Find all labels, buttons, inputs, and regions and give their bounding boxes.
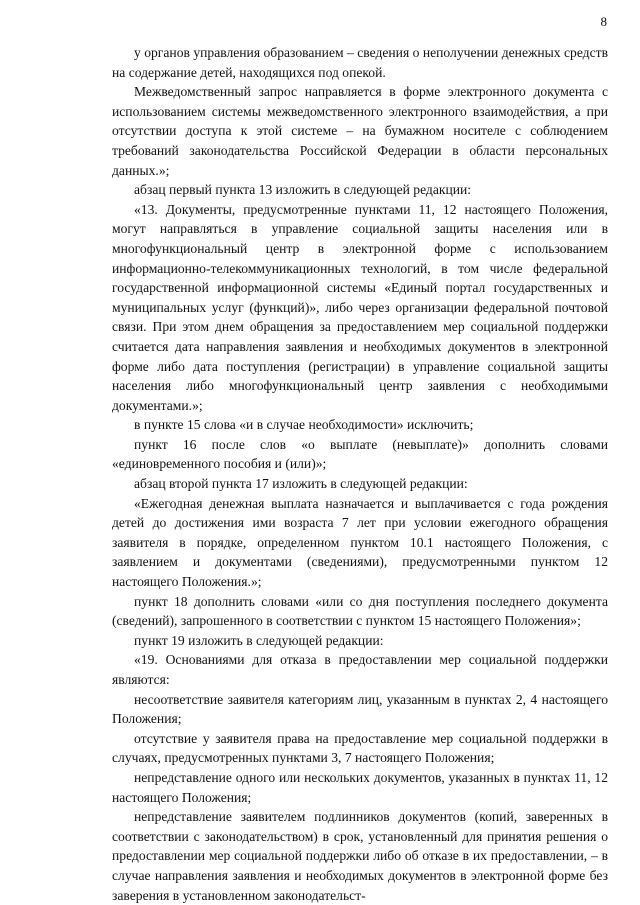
paragraph: «19. Основаниями для отказа в предоставлении мер социальной поддержки являются:: [112, 652, 608, 687]
paragraph: несоответствие заявителя категориям лиц, указанным в пунктах 2, 4 настоящего Положения;: [112, 691, 608, 727]
paragraph: у органов управления образованием – сведения о неполучении денежных средств на содержание детей, находящихся под опекой.: [112, 45, 608, 80]
paragraph: непредставление заявителем подлинников документов (копий, заверенных в соответствии с законодательством) в срок, установленный для принятия решения о предоставлении мер социальной поддержки либо об отказе в их предоставлении, – в случае направления заявления и необходимых документов в электронной форме без заверения в установленном законодательст-: [112, 809, 608, 903]
paragraph: в пункте 15 слова «и в случае необходимости» исключить;: [134, 417, 474, 433]
paragraph: абзац второй пункта 17 изложить в следующей редакции:: [134, 476, 468, 492]
paragraph: пункт 19 изложить в следующей редакции:: [134, 632, 384, 648]
paragraph: непредставление одного или нескольких документов, указанных в пунктах 11, 12 настоящего Положения;: [112, 769, 608, 805]
paragraph: абзац первый пункта 13 изложить в следующей редакции:: [134, 182, 472, 198]
paragraph: Межведомственный запрос направляется в форме электронного документа с использованием системы межведомственного электронного взаимодействия, а при отсутствии доступа к этой системе – на бумажном носителе с соблюдением требований законодательства Российской Федерации в области персональных данных.»;: [112, 84, 608, 178]
paragraph: «13. Документы, предусмотренные пунктами 11, 12 настоящего Положения, могут направляться в управление социальной защиты населения или в многофункциональный центр в электронной форме с использованием информационно-телекоммуникационных технологий, в том числе федеральной государственной информационной системы «Единый портал государственных и муниципальных услуг (функций)», либо через организации федеральной почтовой связи. При этом днем обращения за предоставлением мер социальной поддержки считается дата направления заявления и необходимых документов в электронной форме либо дата поступления (регистрации) в управление социальной защиты населения либо многофункциональный центр заявления с необходимыми документами.»;: [112, 201, 608, 413]
paragraph: пункт 18 дополнить словами «или со дня поступления последнего документа (сведений), запрошенного в соответствии с пунктом 15 настоящего Положения»;: [112, 593, 608, 629]
page-number: 8: [600, 14, 607, 29]
paragraph: отсутствие у заявителя права на предоставление мер социальной поддержки в случаях, предусмотренных пунктами 3, 7 настоящего Положения;: [112, 730, 608, 766]
paragraph: «Ежегодная денежная выплата назначается и выплачивается с года рождения детей до достижения ими возраста 7 лет при условии ежегодного обращения заявителя в порядке, определенном пунктом 10.1 настоящего Положения, с заявлением и документами (сведениями), предусмотренными пунктом 12 настоящего Положения.»;: [112, 495, 608, 590]
document-body: [112, 43, 608, 905]
paragraph: пункт 16 после слов «о выплате (невыплате)» дополнить словами «единовременного пособия и (или)»;: [112, 436, 608, 472]
